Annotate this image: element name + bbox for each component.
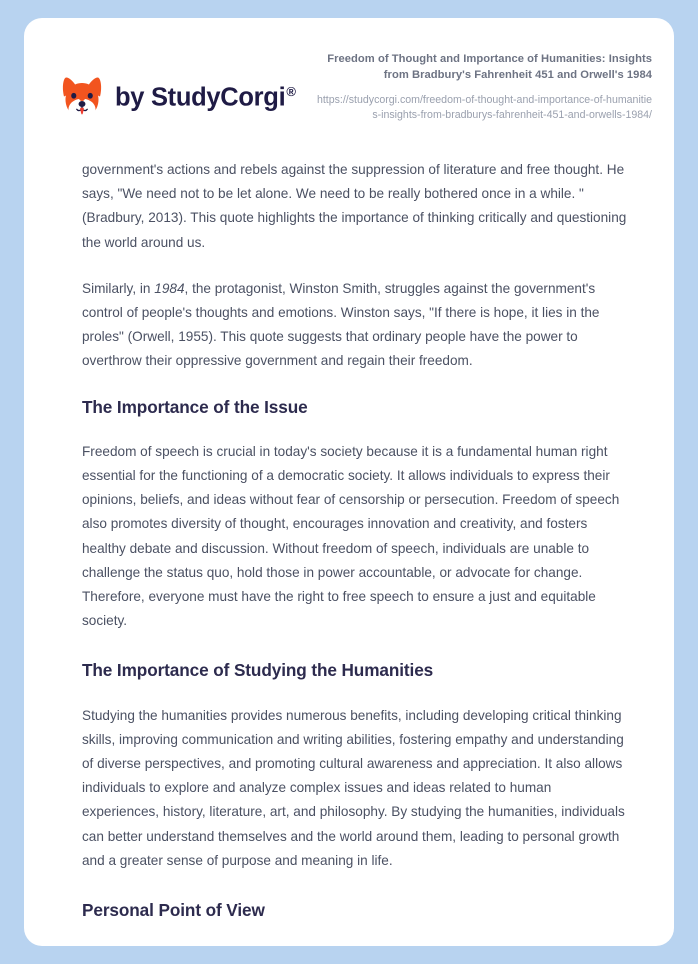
brand-label: by StudyCorgi: [115, 83, 286, 112]
book-title-1984: 1984: [154, 280, 185, 296]
brand-wordmark: [115, 85, 296, 111]
document-url[interactable]: https://studycorgi.com/freedom-of-thought-and-importance-of-humanities-insights-from-bradburys-fahrenheit-451-and-orwells-1984/: [316, 93, 652, 122]
paragraph-continuation: government's actions and rebels against the suppression of literature and free thought. He says, "We need not to be let alone. We need to be really bothered once in a while. " (Bradbury, 2013). This quote highlights the importance of thinking critically and questioning the world around us.: [82, 162, 627, 250]
paragraph-1984: [82, 277, 627, 374]
paragraph-1984-lead: Similarly, in: [82, 280, 155, 296]
paragraph-freedom-of-speech: Freedom of speech is crucial in today's society because it is a fundamental human right essential for the functioning of a democratic society. It allows individuals to express their opinions, beliefs, and ideas without fear of censorship or persecution. Freedom of speech also promotes diversity of thought, encourages innovation and creativity, and fosters healthy debate and discussion. Without freedom of speech, individuals are unable to challenge the status quo, hold those in power accountable, or advocate for change. Therefore, everyone must have the right to free speech to ensure a just and equitable society.: [82, 443, 620, 629]
paragraph-1984-rest: , the protagonist, Winston Smith, struggles against the government's control of people's thoughts and emotions. Winston says, "If there is hope, it lies in the proles" (Orwell, 1955). This quote suggests that ordinary people have the power to overthrow their oppressive government and regain their freedom.: [82, 280, 600, 369]
heading-personal-point-of-view: Personal Point of View: [82, 900, 265, 921]
document-body: [24, 158, 674, 921]
document-header: [24, 18, 674, 158]
document-meta: [312, 52, 652, 124]
document-card: [24, 18, 674, 946]
document-title: Freedom of Thought and Importance of Humanities: Insights from Bradbury's Fahrenheit 451 and Orwell's 1984: [327, 53, 652, 81]
heading-importance-of-the-issue: The Importance of the Issue: [82, 396, 308, 417]
registered-trademark-icon: ®: [286, 84, 296, 99]
paragraph-studying-humanities: Studying the humanities provides numerous benefits, including developing critical thinking skills, improving communication and writing abilities, fostering empathy and understanding of diverse perspectives, and promoting cultural awareness and appreciation. It also allows individuals to explore and analyze complex issues and ideas related to human experiences, history, literature, art, and philosophy. By studying the humanities, individuals can better understand themselves and the world around them, leading to personal growth and a greater sense of purpose and meaning in life.: [82, 707, 625, 868]
heading-importance-of-studying-humanities: The Importance of Studying the Humanities: [82, 660, 434, 681]
corgi-face-logo-icon: [58, 74, 106, 122]
studycorgi-brand[interactable]: [58, 74, 296, 122]
